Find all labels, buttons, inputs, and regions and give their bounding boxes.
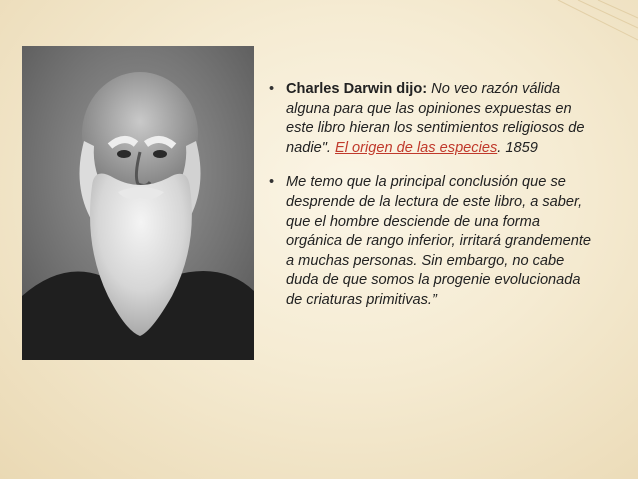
quote-text: No veo razón válida alguna para que las opiniones expuestas en este libro hieran los sentimientos religiosos de nadie". bbox=[286, 81, 585, 156]
corner-decoration bbox=[518, 0, 638, 50]
quote-list bbox=[262, 80, 592, 311]
publication-year: . 1859 bbox=[497, 139, 538, 156]
darwin-portrait bbox=[22, 46, 254, 360]
bullet-conclusion-quote: • Me temo que la principal conclusión que se desprende de la lectura de este libro, a saber, que el hombre desciende de una forma orgánica de rango inferior, irritará grandemente a muchas personas. Sin embargo, no cabe duda de que somos la progenie evolucionada de criaturas primitivas.” bbox=[262, 173, 592, 310]
speaker-name: Charles Darwin dijo: bbox=[286, 81, 428, 97]
bullet-darwin-quote bbox=[262, 80, 592, 158]
book-link[interactable]: El origen de las especies bbox=[335, 139, 498, 156]
